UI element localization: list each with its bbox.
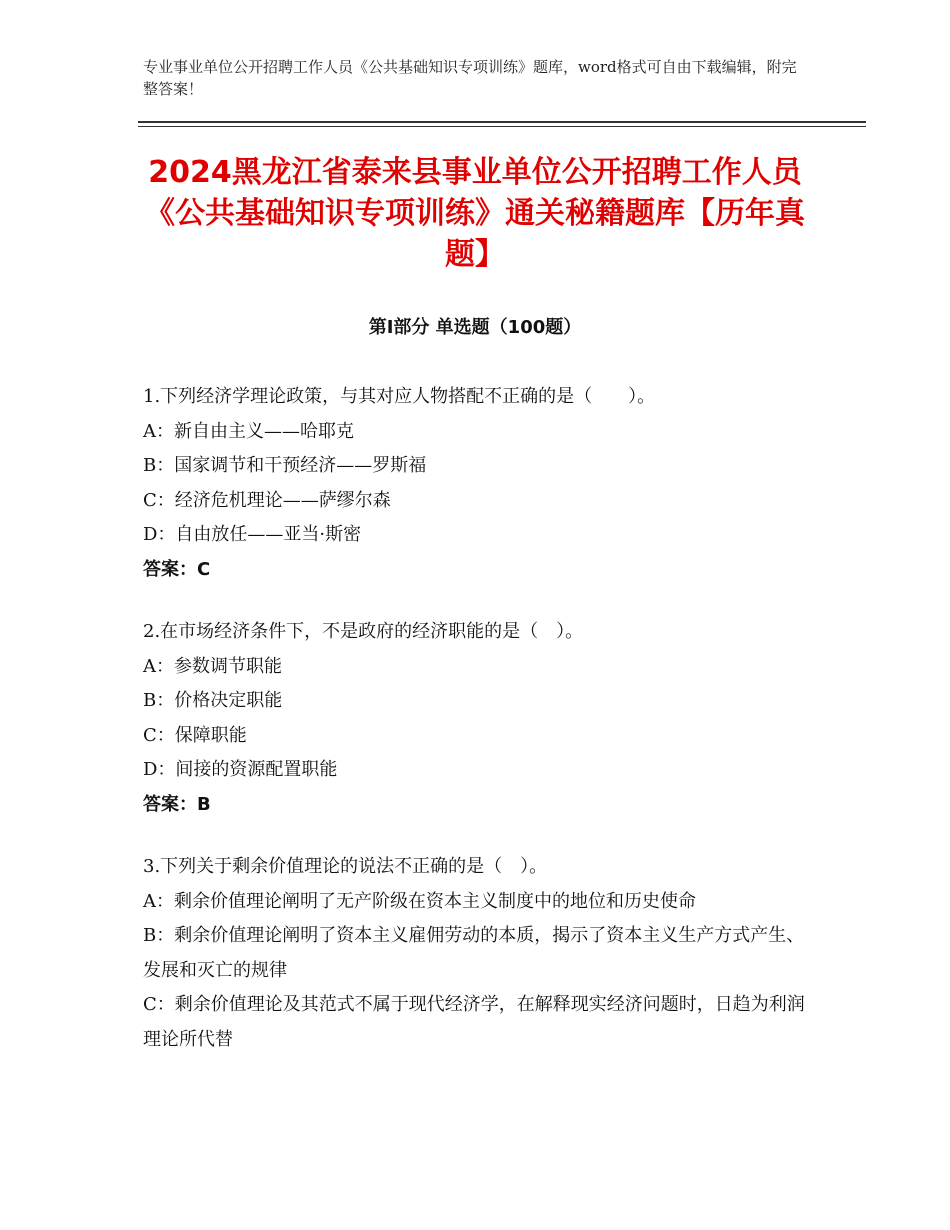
header-note: 专业事业单位公开招聘工作人员《公共基础知识专项训练》题库，word格式可自由下载编辑，附完整答案！ — [143, 58, 797, 98]
header-divider-thick — [138, 121, 866, 123]
section-title: 第Ⅰ部分 单选题（100题） — [368, 317, 582, 338]
option-b: B：剩余价值理论阐明了资本主义雇佣劳动的本质，揭示了资本主义生产方式产生、发展和灭亡的规律 — [143, 925, 805, 981]
answer: 答案：B — [143, 793, 211, 815]
option-b: B：国家调节和干预经济——罗斯福 — [143, 455, 427, 476]
option-c: C：经济危机理论——萨缪尔森 — [143, 489, 391, 511]
question-3 — [143, 850, 813, 1057]
option-b: B：价格决定职能 — [143, 690, 283, 711]
header-divider-thin — [138, 126, 866, 127]
question-stem: 2.在市场经济条件下，不是政府的经济职能的是（ ）。 — [143, 621, 584, 642]
option-c: C：剩余价值理论及其范式不属于现代经济学，在解释现实经济问题时，日趋为利润理论所代替 — [143, 994, 805, 1050]
option-a: A：新自由主义——哈耶克 — [143, 420, 354, 442]
question-list — [143, 380, 813, 1085]
option-d: D：自由放任——亚当·斯密 — [143, 524, 362, 545]
option-a: A：剩余价值理论阐明了无产阶级在资本主义制度中的地位和历史使命 — [143, 890, 696, 912]
option-a: A：参数调节职能 — [143, 655, 282, 677]
question-2 — [143, 615, 813, 822]
question-stem: 1.下列经济学理论政策，与其对应人物搭配不正确的是（ ）。 — [143, 386, 656, 407]
option-d: D：间接的资源配置职能 — [143, 759, 338, 780]
question-1 — [143, 380, 813, 587]
option-c: C：保障职能 — [143, 724, 247, 746]
question-stem: 3.下列关于剩余价值理论的说法不正确的是（ ）。 — [143, 856, 548, 877]
document-title: 2024黑龙江省泰来县事业单位公开招聘工作人员《公共基础知识专项训练》通关秘籍题库【历年真题】 — [145, 155, 805, 272]
answer: 答案：C — [143, 558, 211, 580]
